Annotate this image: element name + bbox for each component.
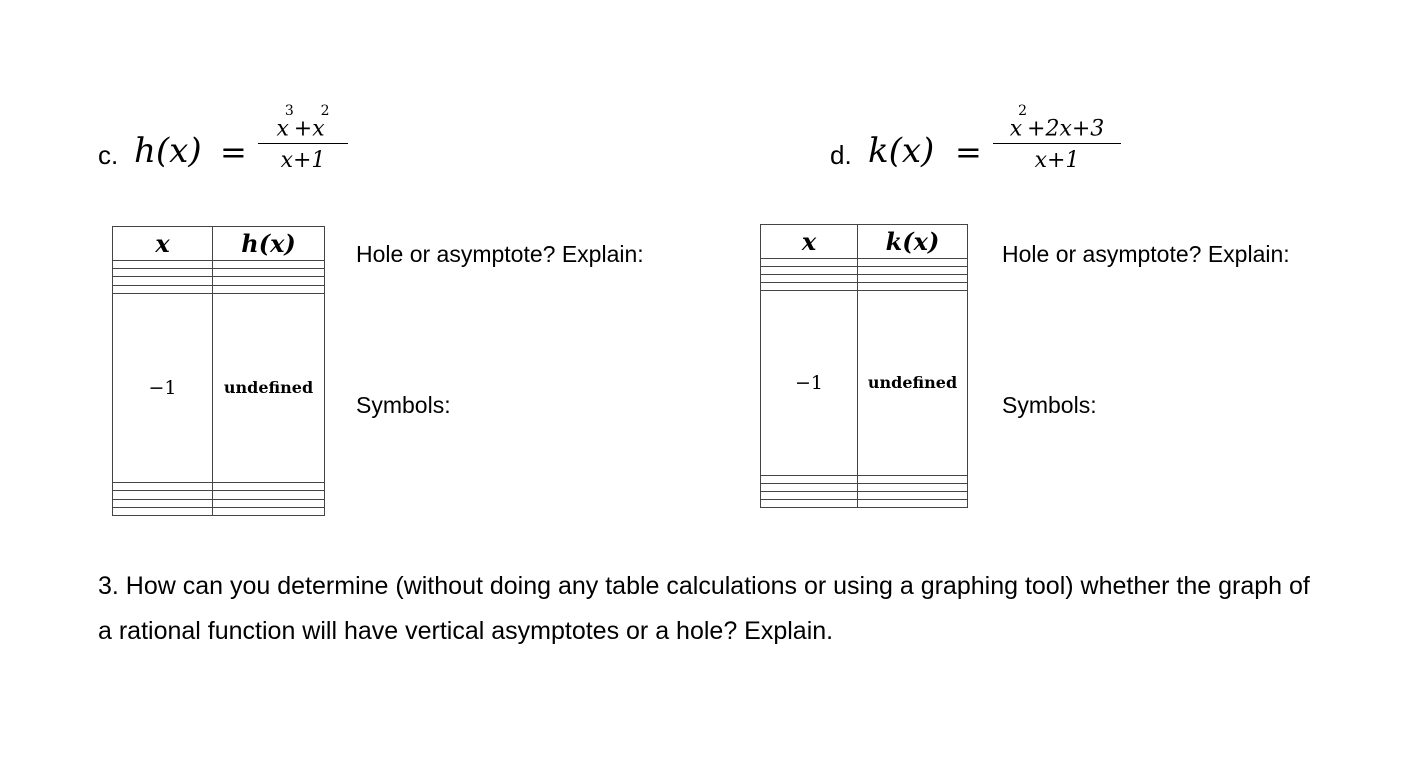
table-cell[interactable] xyxy=(858,483,968,491)
table-row xyxy=(113,507,325,515)
part-c-equals: = xyxy=(220,133,247,171)
table-cell[interactable] xyxy=(858,475,968,483)
table-cell[interactable] xyxy=(858,499,968,507)
part-c-header-x: x xyxy=(113,227,213,261)
table-row xyxy=(113,261,325,269)
table-cell[interactable] xyxy=(113,277,213,285)
question-3-text: 3. How can you determine (without doing any table calculations or using a graphing tool) whether the graph of a rational function will have vertical asymptotes or a hole? Explain. xyxy=(98,572,1310,645)
table-cell[interactable] xyxy=(858,267,968,275)
part-c-num-term-1: x xyxy=(276,116,289,142)
table-row xyxy=(113,293,325,482)
table-cell[interactable] xyxy=(113,269,213,277)
part-d-numerator xyxy=(993,103,1121,142)
table-row xyxy=(113,285,325,293)
table-row xyxy=(761,499,968,507)
table-cell[interactable] xyxy=(858,259,968,267)
table-row xyxy=(761,491,968,499)
part-d-fraction xyxy=(993,103,1121,174)
table-row xyxy=(761,475,968,483)
part-d-equals: = xyxy=(955,133,982,171)
part-c-hole-prompt: Hole or asymptote? Explain: xyxy=(356,241,644,267)
table-cell[interactable] xyxy=(761,283,858,291)
table-cell: undefined xyxy=(858,291,968,476)
part-c-num-exp-1: 3 xyxy=(284,103,294,119)
part-c-fraction xyxy=(258,103,348,174)
table-cell[interactable] xyxy=(858,275,968,283)
part-c-symbols-prompt: Symbols: xyxy=(356,392,451,418)
table-cell: −1 xyxy=(113,293,213,482)
table-cell[interactable] xyxy=(761,267,858,275)
part-d-num-term-2: +2x+3 xyxy=(1027,116,1105,142)
table-row xyxy=(113,269,325,277)
part-d-denominator: x+1 xyxy=(1034,148,1080,174)
part-d-table xyxy=(760,224,968,508)
part-c-label: c. xyxy=(98,140,119,170)
table-row xyxy=(761,267,968,275)
part-d-hole-prompt: Hole or asymptote? Explain: xyxy=(1002,241,1290,267)
table-cell[interactable] xyxy=(761,259,858,267)
table-cell[interactable] xyxy=(113,491,213,499)
table-cell: undefined xyxy=(213,293,325,482)
part-c-header-hx: h(x) xyxy=(213,227,325,261)
table-cell[interactable] xyxy=(113,507,213,515)
table-cell[interactable] xyxy=(858,491,968,499)
table-row xyxy=(761,483,968,491)
table-cell[interactable] xyxy=(113,261,213,269)
part-d-header-x: x xyxy=(761,225,858,259)
table-cell[interactable] xyxy=(213,499,325,507)
table-row xyxy=(761,283,968,291)
table-cell[interactable] xyxy=(213,269,325,277)
table-cell: −1 xyxy=(761,291,858,476)
table-cell[interactable] xyxy=(113,483,213,491)
table-cell[interactable] xyxy=(761,275,858,283)
table-cell[interactable] xyxy=(113,285,213,293)
table-row xyxy=(761,275,968,283)
table-cell[interactable] xyxy=(213,507,325,515)
table-cell[interactable] xyxy=(761,483,858,491)
table-row xyxy=(113,491,325,499)
table-row xyxy=(113,499,325,507)
table-cell[interactable] xyxy=(213,491,325,499)
part-d-header-kx: k(x) xyxy=(858,225,968,259)
table-cell[interactable] xyxy=(761,499,858,507)
part-c-denominator: x+1 xyxy=(280,148,326,174)
part-c-fraction-bar xyxy=(258,143,348,144)
table-cell[interactable] xyxy=(113,499,213,507)
table-row xyxy=(113,277,325,285)
part-d-function-name: k(x) xyxy=(868,131,935,171)
table-cell[interactable] xyxy=(213,261,325,269)
table-cell[interactable] xyxy=(761,475,858,483)
table-row xyxy=(761,291,968,476)
table-cell[interactable] xyxy=(761,491,858,499)
table-cell[interactable] xyxy=(213,277,325,285)
part-c-num-term-2: +x xyxy=(293,116,325,142)
table-cell[interactable] xyxy=(213,285,325,293)
table-cell[interactable] xyxy=(213,483,325,491)
part-d-label: d. xyxy=(830,140,852,170)
part-c-numerator xyxy=(258,103,348,142)
part-c-table xyxy=(112,226,325,516)
part-c-num-exp-2: 2 xyxy=(320,103,330,119)
table-row xyxy=(761,259,968,267)
table-cell[interactable] xyxy=(858,283,968,291)
part-d-num-term-1: x xyxy=(1009,116,1023,142)
part-d-num-exp-1: 2 xyxy=(1018,103,1028,119)
part-d-fraction-bar xyxy=(993,143,1121,144)
part-d-symbols-prompt: Symbols: xyxy=(1002,392,1097,418)
table-row xyxy=(113,483,325,491)
part-c-function-name: h(x) xyxy=(134,131,202,171)
